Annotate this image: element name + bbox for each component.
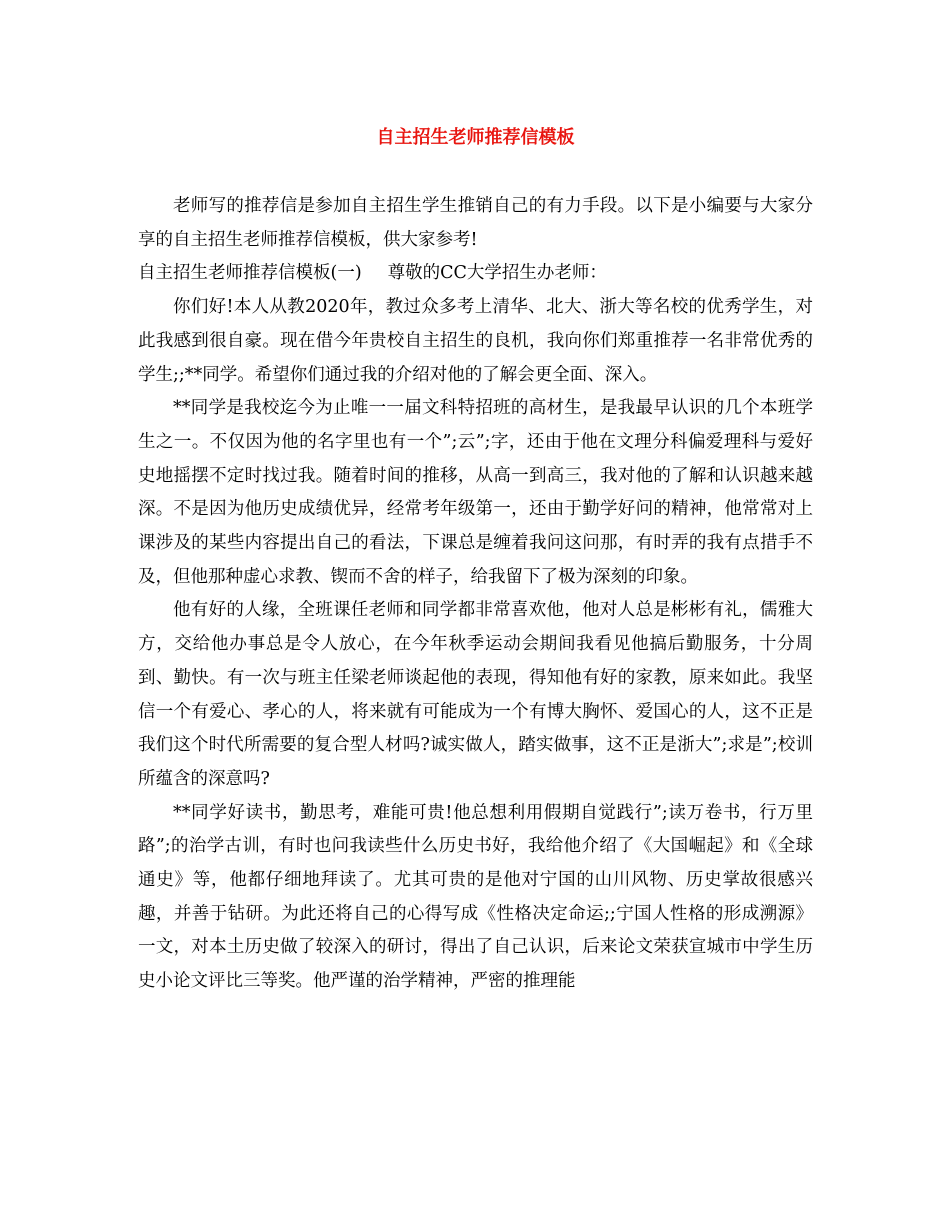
body-paragraph-4: **同学好读书，勤思考，难能可贵!他总想利用假期自觉践行”;读万卷书，行万里路”;的治学古训，有时也问我读些什么历史书好，我给他介绍了《大国崛起》和《全球通史》等，他都仔细地拜读了。尤其可贵的是他对宁国的山川风物、历史掌故很感兴趣，并善于钻研。为此还将自己的心得写成《性格决定命运;;宁国人性格的形成溯源》一文，对本土历史做了较深入的研讨，得出了自己认识，后来论文荣获宣城市中学生历史小论文评比三等奖。他严谨的治学精神，严密的推理能	[138, 802, 813, 992]
salutation: 尊敬的CC大学招生办老师：	[387, 263, 607, 284]
heading-line	[138, 257, 813, 291]
document-page	[138, 0, 813, 1230]
template-heading: 自主招生老师推荐信模板(一)	[138, 263, 362, 284]
document-title: 自主招生老师推荐信模板	[376, 127, 575, 148]
document-body	[138, 190, 813, 999]
intro-paragraph: 老师写的推荐信是参加自主招生学生推销自己的有力手段。以下是小编要与大家分享的自主招生老师推荐信模板，供大家参考!	[138, 196, 813, 250]
body-paragraph-3: 他有好的人缘，全班课任老师和同学都非常喜欢他，他对人总是彬彬有礼，儒雅大方，交给他办事总是令人放心，在今年秋季运动会期间我看见他搞后勤服务，十分周到、勤快。有一次与班主任梁老师谈起他的表现，得知他有好的家教，原来如此。我坚信一个有爱心、孝心的人，将来就有可能成为一个有博大胸怀、爱国心的人，这不正是我们这个时代所需要的复合型人材吗?诚实做人，踏实做事，这不正是浙大”;求是”;校训所蕴含的深意吗?	[138, 600, 813, 789]
body-paragraph-2: **同学是我校迄今为止唯一一届文科特招班的高材生，是我最早认识的几个本班学生之一。不仅因为他的名字里也有一个”;云”;字，还由于他在文理分科偏爱理科与爱好史地摇摆不定时找过我。随着时间的推移，从高一到高三，我对他的了解和认识越来越深。不是因为他历史成绩优异，经常考年级第一，还由于勤学好问的精神，他常常对上课涉及的某些内容提出自己的看法，下课总是缠着我问这问那，有时弄的我有点措手不及，但他那种虚心求教、锲而不舍的样子，给我留下了极为深刻的印象。	[138, 398, 813, 587]
body-paragraph-1: 你们好!本人从教2020年，教过众多考上清华、北大、浙大等名校的优秀学生，对此我感到很自豪。现在借今年贵校自主招生的良机，我向你们郑重推荐一名非常优秀的学生;;**同学。希望你们通过我的介绍对他的了解会更全面、深入。	[138, 297, 813, 385]
